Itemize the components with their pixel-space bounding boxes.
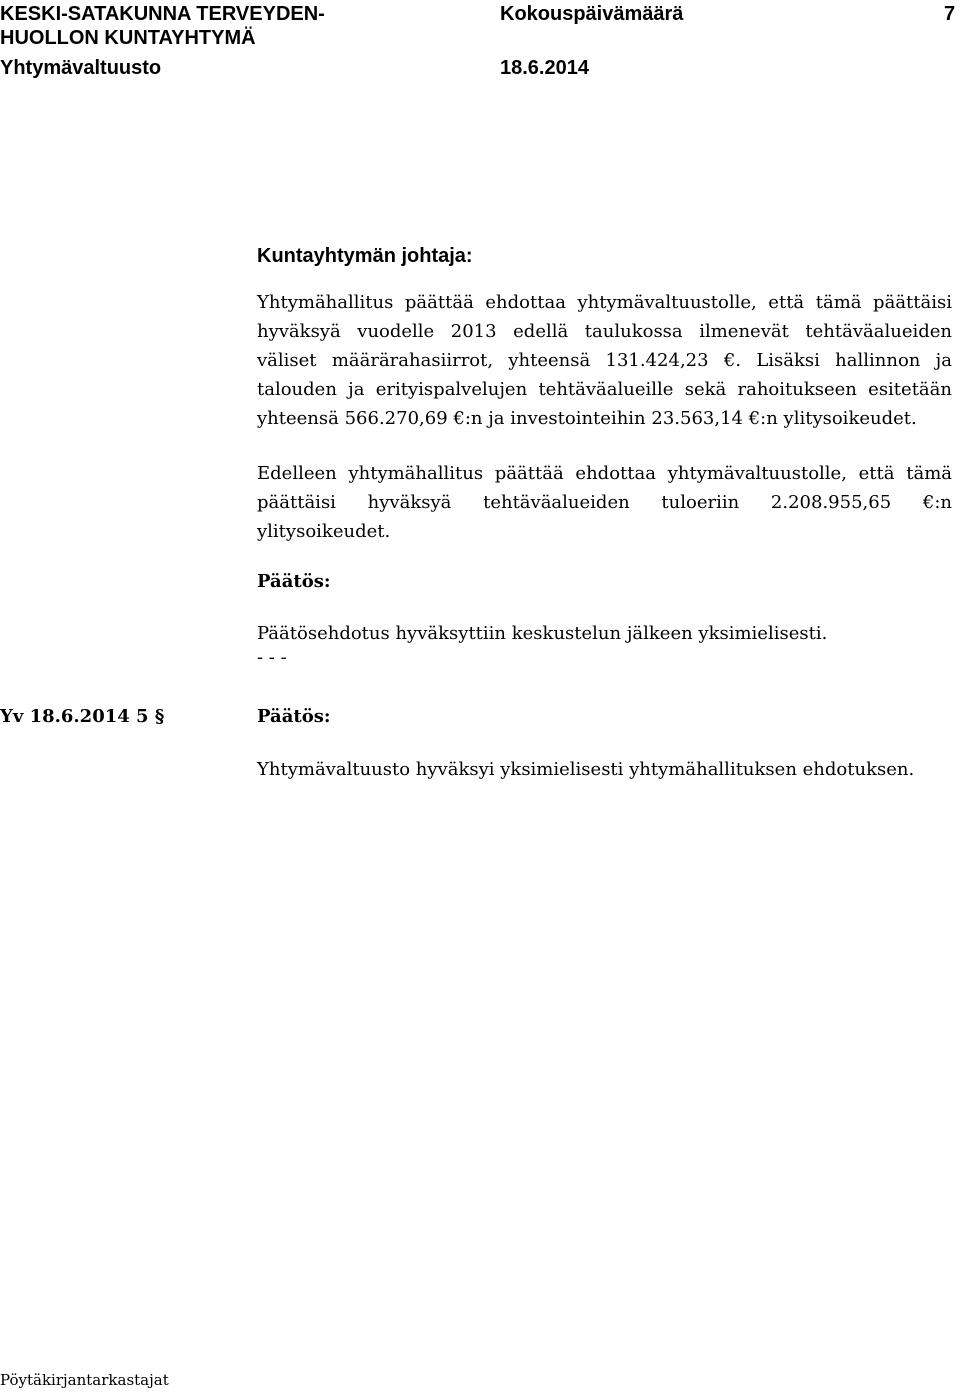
page-number: 7 xyxy=(944,3,956,25)
meeting-date-label: Kokouspäivämäärä xyxy=(500,3,684,25)
organization-name-line1: KESKI-SATAKUNNA TERVEYDEN- xyxy=(0,3,325,25)
section-reference: Yv 18.6.2014 5 § xyxy=(0,706,165,727)
proposal-paragraph-2: Edelleen yhtymähallitus päättää ehdottaa yhtymävaltuustolle, että tämä päättäisi hyväksyä tehtäväalueiden tuloeriin 2.208.955,65 €:n ylitysoikeudet. xyxy=(257,463,952,542)
decision-heading: Päätös: xyxy=(257,571,331,592)
meeting-date: 18.6.2014 xyxy=(500,57,589,79)
decision-heading-2: Päätös: xyxy=(257,706,331,727)
decision-text: Päätösehdotus hyväksyttiin keskustelun jälkeen yksimielisesti. xyxy=(257,623,828,644)
decision-text-2: Yhtymävaltuusto hyväksyi yksimielisesti yhtymähallituksen ehdotuksen. xyxy=(257,759,915,780)
body-name: Yhtymävaltuusto xyxy=(0,57,162,79)
proposal-paragraph-1: Yhtymähallitus päättää ehdottaa yhtymävaltuustolle, että tämä päättäisi hyväksyä vuodelle 2013 edellä taulukossa ilmenevät tehtäväalueiden väliset määrärahasiirrot, yhteensä 131.424,23 €. Lisäksi hallinnon ja talouden ja erityispalvelujen tehtäväalueille sekä rahoitukseen esitetään yhteensä 566.270,69 €:n ja investointeihin 23.563,14 €:n ylitysoikeudet. xyxy=(257,292,952,429)
organization-name-line2: HUOLLON KUNTAYHTYMÄ xyxy=(0,27,256,49)
director-heading: Kuntayhtymän johtaja: xyxy=(257,245,473,267)
section-separator: - - - xyxy=(257,647,287,668)
footer-label: Pöytäkirjantarkastajat xyxy=(0,1371,169,1389)
